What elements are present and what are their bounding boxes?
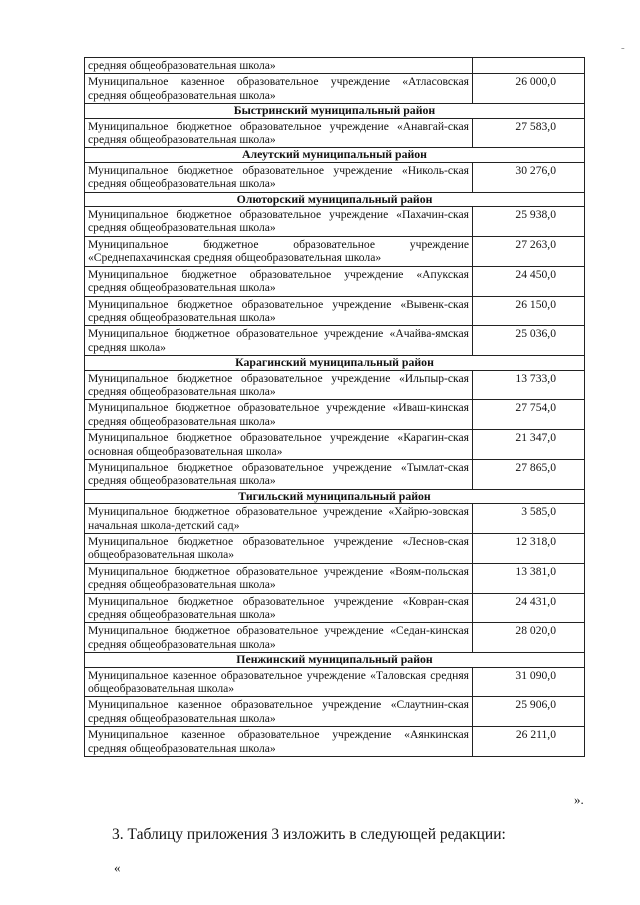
table-body bbox=[85, 58, 585, 757]
amount-value: 27 263,0 bbox=[473, 236, 585, 266]
opening-quote: « bbox=[114, 860, 121, 875]
amount-value: 26 150,0 bbox=[473, 296, 585, 326]
table-row bbox=[85, 459, 585, 489]
margin-mark: - bbox=[621, 42, 625, 54]
amount-value: 12 318,0 bbox=[473, 534, 585, 564]
institution-name: средняя общеобразовательная школа» bbox=[85, 58, 473, 74]
table-row bbox=[85, 534, 585, 564]
district-name: Тигильский муниципальный район bbox=[85, 489, 585, 503]
table-row bbox=[85, 727, 585, 757]
table-row bbox=[85, 326, 585, 356]
institution-name: Муниципальное бюджетное образовательное учреждение «Николь-ская средняя общеобразовательная школа» bbox=[85, 162, 473, 192]
table-row bbox=[85, 504, 585, 534]
amount-value: 28 020,0 bbox=[473, 623, 585, 653]
institution-name: Муниципальное бюджетное образовательное учреждение «Карагин-ская основная общеобразовательная школа» bbox=[85, 430, 473, 460]
institution-name: Муниципальное бюджетное образовательное учреждение «Тымлат-ская средняя общеобразовательная школа» bbox=[85, 459, 473, 489]
table-row bbox=[85, 266, 585, 296]
institution-name: Муниципальное казенное образовательное учреждение «Аянкинская средняя общеобразовательная школа» bbox=[85, 727, 473, 757]
table-row bbox=[85, 370, 585, 400]
district-name: Алеутский муниципальный район bbox=[85, 148, 585, 162]
amount-value: 31 090,0 bbox=[473, 667, 585, 697]
institution-name: Муниципальное бюджетное образовательное учреждение «Среднепахачинская средняя общеобразовательная школа» bbox=[85, 236, 473, 266]
amount-value: 25 036,0 bbox=[473, 326, 585, 356]
table-row bbox=[85, 400, 585, 430]
table-row bbox=[85, 58, 585, 74]
table-row bbox=[85, 593, 585, 623]
amount-value: 27 865,0 bbox=[473, 459, 585, 489]
district-header-row bbox=[85, 104, 585, 118]
table-row bbox=[85, 207, 585, 237]
district-name: Быстринский муниципальный район bbox=[85, 104, 585, 118]
institution-name: Муниципальное бюджетное образовательное учреждение «Ковран-ская средняя общеобразовательная школа» bbox=[85, 593, 473, 623]
amount-value: 26 211,0 bbox=[473, 727, 585, 757]
district-header-row bbox=[85, 489, 585, 503]
institution-name: Муниципальное бюджетное образовательное учреждение «Иваш-кинская средняя общеобразовательная школа» bbox=[85, 400, 473, 430]
allocation-table bbox=[84, 57, 585, 757]
district-header-row bbox=[85, 653, 585, 667]
institution-name: Муниципальное бюджетное образовательное учреждение «Хайрю-зовская начальная школа-детский сад» bbox=[85, 504, 473, 534]
amount-value: 30 276,0 bbox=[473, 162, 585, 192]
institution-name: Муниципальное бюджетное образовательное учреждение «Леснов-ская общеобразовательная школа» bbox=[85, 534, 473, 564]
district-name: Олюторский муниципальный район bbox=[85, 192, 585, 206]
institution-name: Муниципальное казенное образовательное учреждение «Слаутнин-ская средняя общеобразовательная школа» bbox=[85, 697, 473, 727]
table-row bbox=[85, 74, 585, 104]
amount-value: 25 906,0 bbox=[473, 697, 585, 727]
institution-name: Муниципальное бюджетное образовательное учреждение «Вывенк-ская средняя общеобразовательная школа» bbox=[85, 296, 473, 326]
district-header-row bbox=[85, 356, 585, 370]
institution-name: Муниципальное бюджетное образовательное учреждение «Анавгай-ская средняя общеобразовательная школа» bbox=[85, 118, 473, 148]
amount-value: 21 347,0 bbox=[473, 430, 585, 460]
amount-value: 24 450,0 bbox=[473, 266, 585, 296]
table-row bbox=[85, 118, 585, 148]
amount-value: 27 583,0 bbox=[473, 118, 585, 148]
amount-value: 26 000,0 bbox=[473, 74, 585, 104]
amount-value: 27 754,0 bbox=[473, 400, 585, 430]
district-header-row bbox=[85, 148, 585, 162]
institution-name: Муниципальное бюджетное образовательное учреждение «Ильпыр-ская средняя общеобразовательная школа» bbox=[85, 370, 473, 400]
amount-value: 13 733,0 bbox=[473, 370, 585, 400]
amount-value: 24 431,0 bbox=[473, 593, 585, 623]
table-row bbox=[85, 697, 585, 727]
table-row bbox=[85, 162, 585, 192]
institution-name: Муниципальное казенное образовательное учреждение «Таловская средняя общеобразовательная школа» bbox=[85, 667, 473, 697]
amount-value: 13 381,0 bbox=[473, 563, 585, 593]
district-name: Карагинский муниципальный район bbox=[85, 356, 585, 370]
table-row bbox=[85, 563, 585, 593]
district-name: Пенжинский муниципальный район bbox=[85, 653, 585, 667]
institution-name: Муниципальное казенное образовательное учреждение «Атласовская средняя общеобразовательная школа» bbox=[85, 74, 473, 104]
closing-quote: ». bbox=[574, 792, 584, 807]
table-row bbox=[85, 296, 585, 326]
institution-name: Муниципальное бюджетное образовательное учреждение «Апукская средняя общеобразовательная школа» bbox=[85, 266, 473, 296]
table-row bbox=[85, 623, 585, 653]
institution-name: Муниципальное бюджетное образовательное учреждение «Ачайва-ямская средняя школа» bbox=[85, 326, 473, 356]
table-row bbox=[85, 667, 585, 697]
amount-value: 25 938,0 bbox=[473, 207, 585, 237]
institution-name: Муниципальное бюджетное образовательное учреждение «Седан-кинская средняя общеобразовательная школа» bbox=[85, 623, 473, 653]
table-row bbox=[85, 430, 585, 460]
institution-name: Муниципальное бюджетное образовательное учреждение «Воям-польская средняя общеобразовательная школа» bbox=[85, 563, 473, 593]
district-header-row bbox=[85, 192, 585, 206]
amount-value: 3 585,0 bbox=[473, 504, 585, 534]
amendment-paragraph: 3. Таблицу приложения 3 изложить в следующей редакции: bbox=[112, 826, 506, 843]
amount-value bbox=[473, 58, 585, 74]
table-row bbox=[85, 236, 585, 266]
institution-name: Муниципальное бюджетное образовательное учреждение «Пахачин-ская средняя общеобразовательная школа» bbox=[85, 207, 473, 237]
